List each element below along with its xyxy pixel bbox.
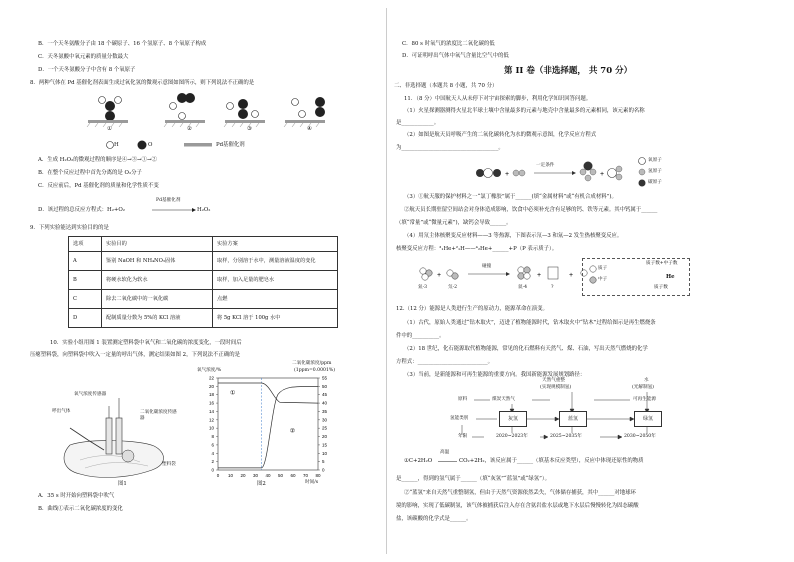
- q11-line-10: 核聚变反应方程：³₁He+²₁H——⁴₂He+______+P（P 表示质子）。: [396, 246, 558, 252]
- q9-stem: 9．下列实验能达到实验目的的是: [30, 225, 109, 231]
- cell-plan: 将 5g KCl 溶于 100g 水中: [213, 309, 338, 328]
- nucleus-label-3: 氦-4: [518, 285, 528, 290]
- left-column: [0, 0, 380, 562]
- x-tick-label: 20: [240, 473, 246, 478]
- q12-line-8: 是______，得到的氢气属于______（填“灰氢”“蓝氢”或“绿氢”）。: [396, 476, 550, 482]
- flow-raw-label: 原料: [458, 397, 468, 402]
- q11-line-4: （2）如图是航天员呼吸产生的二氧化碳转化为水的微观示意图，化学反应方程式: [404, 132, 597, 138]
- flow-type-label: 氢能类别: [450, 416, 469, 421]
- q8-option-d-product: H₂O₂: [197, 207, 211, 213]
- q12-line-11: 盐，该碳酸的化学式是______。: [396, 516, 472, 522]
- cell-option: D: [69, 309, 102, 328]
- y-right-tick-label: 5: [322, 459, 325, 465]
- q8-stem: 8．两种气体在 Pd 基催化剂表面生成过氧化氢的微观示意图如图所示，则下列说法不正确的是: [30, 80, 255, 86]
- cell-option: B: [69, 271, 102, 290]
- high-temp-arrow: [438, 459, 458, 464]
- x-tick-label: 50: [277, 473, 284, 478]
- y-right-tick-label: 45: [322, 392, 328, 398]
- q12-line-7-suffix: CO₂+2H₂，该反应属于______（填基本反应类型），反应中体现还原性的物质: [459, 458, 644, 464]
- flow-renewable-label: 可再生能源: [633, 397, 656, 402]
- fig2-ylabel-left: 氧气浓度/%: [197, 368, 222, 373]
- fig1-breath-label: 呼出气体: [52, 409, 71, 414]
- y-left-tick-label: 2: [211, 459, 214, 465]
- svg-text:+: +: [537, 272, 542, 279]
- q10-option-a: A．35 s 时开始向塑料袋中吹气: [38, 493, 115, 499]
- fig1-o2-sensor-label: 氧气浓度传感器: [74, 392, 107, 397]
- proton-number-label: 质子数: [654, 285, 668, 290]
- x-tick-label: 40: [265, 473, 271, 478]
- stage-4-molecules: [292, 97, 326, 118]
- period-1: 2020~2023年: [496, 434, 528, 439]
- fusion-collide-label: 碰撞: [482, 264, 492, 269]
- q12-line-9: ②“蓝氢”来自天然气重整制氢，但由于天然气资源依然丢失，气体储存捕获，其中______对地球环: [404, 490, 636, 496]
- table-row: [69, 271, 338, 290]
- mass-number-label: 质子数+中子数: [646, 261, 678, 266]
- header-plan: 实验方案: [213, 237, 338, 252]
- q7-option-d: D．一个天冬氨酸分子中含有 8 个氧原子: [38, 67, 136, 73]
- q8-option-a: A．生成 H₂O₂的微观过程的顺序是④→③→①→②: [38, 157, 157, 163]
- legend-carbon: 碳原子: [648, 180, 662, 185]
- table-header-row: [69, 237, 338, 252]
- fig2-caption: 图2: [257, 481, 266, 487]
- blue-hydrogen-label: 蓝氢: [567, 416, 578, 422]
- svg-text:+: +: [437, 272, 442, 279]
- fig1-caption: 图1: [118, 481, 127, 487]
- q8-option-d-prefix: D．该过程的总反应方程式：H₂+O₂: [38, 207, 125, 213]
- legend-neutron: 中子: [598, 277, 608, 282]
- q8-option-d-condition: Pd基催化剂: [156, 198, 181, 203]
- y-left-tick-label: 8: [211, 434, 214, 440]
- arrow-condition: 一定条件: [536, 163, 555, 168]
- cell-plan: 取样，加入足量的肥皂水: [213, 271, 338, 290]
- x-tick-label: 60: [290, 473, 296, 478]
- y-right-tick-label: 35: [322, 408, 328, 414]
- period-3: 2030~2050年: [624, 434, 656, 439]
- fig2-xlabel: 时间/s: [305, 480, 319, 485]
- q11-line-2: （1）火星探测器测得火星北半球土壤中含量最多的元素与地壳中含量最多的元素相同，该元素的名称: [404, 108, 645, 114]
- q12-line-5: 方程式：__________________________。: [396, 359, 494, 365]
- header-option: 选项: [69, 237, 102, 252]
- hydrogen-roadmap-lines: [442, 382, 742, 444]
- q12-line-3: 件中的__________。: [396, 333, 445, 339]
- fig2-chart: [196, 372, 346, 484]
- nucleus-label-4: ?: [551, 285, 554, 290]
- fig2-unit-note: (1ppm=0.0001%): [294, 368, 336, 373]
- legend-oxygen: 氧原子: [648, 158, 662, 163]
- cell-option: A: [69, 252, 102, 271]
- legend-proton: 质子: [598, 266, 608, 271]
- flow-top-left: 天然气重整: [542, 378, 565, 383]
- q12-line-7-condition: 高温: [440, 450, 450, 455]
- q11-line-9: （4）用氘主体核聚变反应材料——3 等热源，下图表示氘—3 和氚—2 发生热核聚变反应。: [404, 233, 623, 239]
- cell-plan: 点燃: [213, 290, 338, 309]
- region-1-label: ①: [230, 389, 236, 397]
- q12-line-6: （3）当前，是新能源和可再生能源的重要方向。我国新能源发展规划路径：: [404, 372, 586, 378]
- legend-catalyst-label: Pd基催化剂: [216, 142, 245, 148]
- stage-label-2: ②: [187, 126, 192, 132]
- q11-line-5: 为____________________________________。: [396, 145, 504, 151]
- y-left-tick-label: 14: [208, 408, 214, 414]
- fig1-bag-label: 塑料袋: [162, 462, 176, 467]
- column-divider: [386, 8, 387, 554]
- q10-stem-line1: 10．实验小组用图 1 装置测定塑料袋中氧气和二氧化碳的浓度变化，一段时间后: [50, 340, 242, 346]
- x-tick-label: 30: [252, 473, 259, 478]
- catalyst-surfaces: [87, 120, 325, 127]
- y-right-tick-label: 10: [322, 450, 328, 456]
- q11-line-8: （填“常量”或“微量元素”)，缺钙会导致______。: [396, 220, 512, 226]
- cell-purpose: 鉴别 NaOH 和 NH₄NO₃固体: [102, 252, 213, 271]
- flow-top-left-note: (实现规模制氢): [540, 385, 572, 390]
- nucleus-label-1: 氚-3: [418, 285, 428, 290]
- cell-purpose: 除去二氧化碳中的一氧化碳: [102, 290, 213, 309]
- legend-h-label: H: [114, 142, 119, 148]
- q11-line-3: 是____________。: [396, 120, 440, 126]
- q12-line-2: （1）古代，原始人类通过“钻木取火”，迈进了植物能源时代，钻木取火中“钻木”过程给图示是再生燃烧条: [404, 320, 656, 326]
- q10-option-d: D．可证明呼出气体中氧气含量比空气中的低: [402, 53, 509, 59]
- y-right-tick-label: 20: [322, 434, 328, 440]
- x-tick-label: 0: [216, 473, 220, 478]
- q11-line-7: ②航天员长期驻留空间站会对身体造成影响，饮食中必须补充含有足够的钙、铁等元素。其中钙属于______: [404, 207, 658, 213]
- flow-year-label: 年限: [458, 434, 468, 439]
- cell-purpose: 配制质量分数为 5%的 KCl 溶液: [102, 309, 213, 328]
- green-hydrogen-label: 绿氢: [642, 416, 653, 422]
- y-left-tick-label: 22: [208, 375, 214, 381]
- grey-hydrogen-box: [499, 411, 527, 427]
- y-left-tick-label: 18: [208, 392, 214, 398]
- legend-o-label: O: [148, 142, 153, 148]
- q7-option-c: C．天冬氨酸中氧元素的质量分数最大: [38, 54, 129, 60]
- y-right-tick-label: 30: [322, 417, 328, 423]
- nucleus-label-2: 氘-2: [448, 285, 458, 290]
- y-right-tick-label: 0: [322, 467, 325, 473]
- y-left-tick-label: 10: [208, 425, 214, 431]
- stage-label-3: ③: [247, 126, 252, 132]
- y-left-tick-label: 6: [211, 442, 214, 448]
- q11-line-1: 11．（8 分）中国航天人从未停下对宇宙探索的脚步，利用化学知识回答问题。: [404, 96, 592, 102]
- legend-hydrogen: 氢原子: [648, 169, 662, 174]
- y-right-tick-label: 55: [322, 375, 328, 381]
- table-row: [69, 309, 338, 328]
- q8-legend-shapes: [106, 140, 306, 152]
- reaction-arrow: [152, 207, 196, 213]
- q10-option-b: B．曲线①表示二氧化碳浓度的变化: [38, 506, 123, 512]
- flow-coal-label: 煤炭天然气: [492, 397, 515, 402]
- stage-label-1: ①: [107, 126, 112, 132]
- q9-table: [68, 236, 338, 328]
- fig2-ylabel-right: 二氧化碳浓度/ppm: [292, 361, 332, 366]
- q12-line-4: （2）18 世纪，化石能源取代植物能源，常见的化石燃料有天然气、煤、石油，写出天然气燃烧的化学: [404, 346, 648, 352]
- table-row: [69, 290, 338, 309]
- x-tick-label: 80: [315, 473, 321, 478]
- y-left-tick-label: 0: [211, 467, 214, 473]
- y-left-tick-label: 12: [208, 417, 214, 423]
- q12-line-10: 境的影响，实现了低碳制氢，该气体被捕获后注入存在含氨岩盐水层或地下水层后慢慢转化为固态碳酸: [396, 503, 639, 509]
- q10-stem-line2: 压瘪塑料袋，向塑料袋中吹入一定量的呼出气体，测定结果如图 2，下列说法不正确的是: [30, 352, 240, 358]
- right-column: [392, 0, 794, 562]
- he-symbol: He: [666, 274, 675, 280]
- cell-plan: 取样，分别溶于水中，测量溶液温度的变化: [213, 252, 338, 271]
- blue-hydrogen-box: [559, 411, 587, 427]
- section-title: 第 II 卷（非选择题， 共 70 分）: [504, 66, 633, 76]
- table-row: [69, 252, 338, 271]
- y-left-tick-label: 20: [208, 383, 214, 389]
- period-2: 2025~2035年: [550, 434, 582, 439]
- q7-option-b: B．一个天冬氨酸分子由 18 个碳原子、16 个氢原子、8 个氧原子构成: [38, 41, 207, 47]
- fusion-figure: [414, 261, 604, 297]
- q12-line-7-prefix: ①C+2H₂O: [404, 458, 433, 464]
- stage-3-molecules: [227, 99, 259, 119]
- stage-label-4: ④: [307, 126, 312, 132]
- y-left-tick-label: 16: [208, 400, 214, 406]
- stage-1-molecules: [99, 97, 122, 122]
- q11-line-6: （3）①航天服的保护材料之一“氯丁橡胶”属于______(填“金属材料”或“有机合成材料”)。: [404, 194, 617, 200]
- q10-option-c: C．80 s 时氧气的浓度比二氧化碳的低: [402, 41, 495, 47]
- y-right-tick-label: 25: [322, 425, 328, 431]
- cell-purpose: 将硬水软化为软水: [102, 271, 213, 290]
- q12-line-1: 12.（12 分）能源是人类进行生产的原动力，能源革命在演变。: [396, 306, 548, 312]
- svg-text:+: +: [569, 272, 574, 279]
- fig1-apparatus: [40, 370, 185, 490]
- x-tick-label: 10: [227, 473, 234, 478]
- flow-top-right-note: (光解制氢): [632, 385, 654, 390]
- grey-hydrogen-label: 灰氢: [507, 416, 518, 422]
- q8-option-c: C．反应前后，Pd 基催化剂的质量和化学性质不变: [38, 183, 159, 189]
- y-left-tick-label: 4: [211, 450, 214, 456]
- green-hydrogen-box: [634, 411, 662, 427]
- y-right-tick-label: 50: [322, 383, 328, 389]
- y-right-tick-label: 15: [322, 442, 328, 448]
- fig1-co2-sensor-label: 二氧化碳浓度传感器: [140, 410, 177, 421]
- y-right-tick-label: 40: [322, 400, 328, 406]
- svg-text:+: +: [600, 171, 605, 178]
- x-tick-label: 70: [302, 473, 309, 478]
- stage-2-molecules: [170, 93, 196, 120]
- flow-top-right: 水: [644, 378, 649, 383]
- header-purpose: 实验目的: [102, 237, 213, 252]
- section-2-heading: 二、非选择题（本题共 8 小题，共 70 分）: [394, 83, 498, 89]
- q8-option-b: B．在整个反应过程中首先分离的是 O₂分子: [38, 170, 142, 176]
- region-2-label: ②: [289, 427, 296, 435]
- cell-option: C: [69, 290, 102, 309]
- svg-text:+: +: [505, 171, 510, 178]
